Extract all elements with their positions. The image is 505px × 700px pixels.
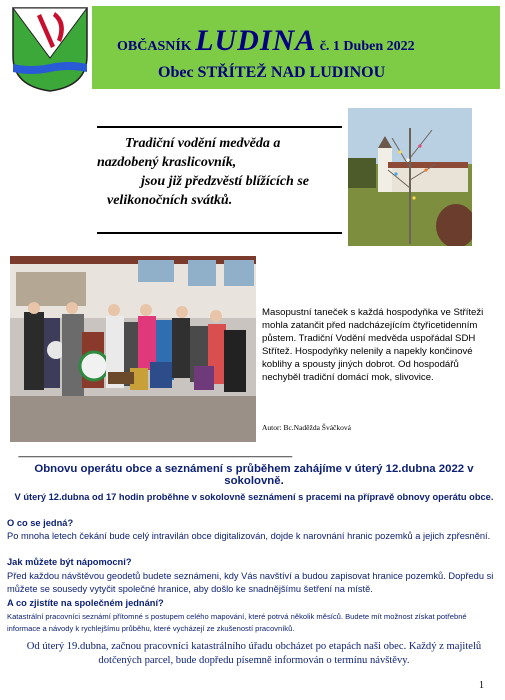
intro-line: nazdobený kraslicovník, (97, 155, 237, 170)
photo-caption: Masopustní taneček s každá hospodyňka ve Stříteži mohla zatančit před nadcházejícím čtyřicetidenním půstem. Tradiční Vodění medvěda uspořádal SDH Střítež. Hospodyňky nelenily a napekly končinové koblihy a spousty jiných dobrot. Od hospodářů nechyběl tradiční domácí mok, slivovice. (262, 307, 484, 383)
masthead-prefix: OBČASNÍK (117, 39, 192, 54)
answer-text: Před každou návštěvou geodetů budete seznámeni, kdy Vás navštíví a budou zapisovat hranice pozemků. Dopředu si můžete se sousedy vytyčit společné hranice, aby došlo ke snadnějšímu šetření na místě. (7, 571, 494, 594)
easter-tree-photo (348, 108, 472, 246)
page-number: 1 (479, 680, 484, 691)
notice-lead: V úterý 12.dubna od 17 hodin proběhne v sokolovně seznámení s pracemi na přípravě obnovy operátu obce. (14, 492, 494, 502)
carnival-group-photo (10, 256, 256, 442)
intro-line: velikonočních svátků. (107, 193, 233, 208)
answer-text: Katastrální pracovníci seznámí přítomné s postupem celého mapování, které potrvá několik měsíců. Budete mít možnost získat potřebné informace a návody k rychlejšímu průběhu, které vycházejí ze zkušeností pracovníků. (7, 612, 467, 633)
masthead-title (117, 24, 415, 58)
question-heading: O co se jedná? (7, 518, 74, 528)
intro-bottom-rule (97, 232, 342, 234)
municipal-crest-logo (11, 6, 89, 92)
section-separator: ----------------------------------------------------------------------------------------------------------------------------------------- (18, 451, 292, 461)
question-heading: A co zjistíte na společném jednání? (7, 598, 164, 608)
intro-text (97, 134, 342, 210)
notice-headline: Obnovu operátu obce a seznámení s průběhem zahájíme v úterý 12.dubna 2022 v sokolovně. (34, 463, 474, 487)
masthead-issue: č. 1 Duben 2022 (319, 39, 415, 54)
intro-top-rule (97, 126, 342, 128)
article-author: Autor: Bc.Naděžda Šváčková (262, 423, 351, 432)
masthead-municipality: Obec STŘÍTEŽ NAD LUDINOU (158, 64, 386, 81)
masthead-name: LUDINA (195, 24, 317, 57)
question-heading: Jak můžete být nápomocni? (7, 557, 132, 567)
intro-line: Tradiční vodění medvěda a (125, 136, 281, 151)
closing-paragraph: Od úterý 19.dubna, začnou pracovníci katastrálního úřadu obcházet po etapách naši obec. Každý z majitelů dotčených parcel, bude dopředu písemně informován o termínu návštěvy. (26, 641, 482, 666)
intro-line: jsou již předzvěstí blížících se (141, 174, 309, 189)
answer-text: Po mnoha letech čekání bude celý intravilán obce digitalizován, dojde k narovnání hranic pozemků a jejich zpřesnění. (7, 531, 491, 541)
